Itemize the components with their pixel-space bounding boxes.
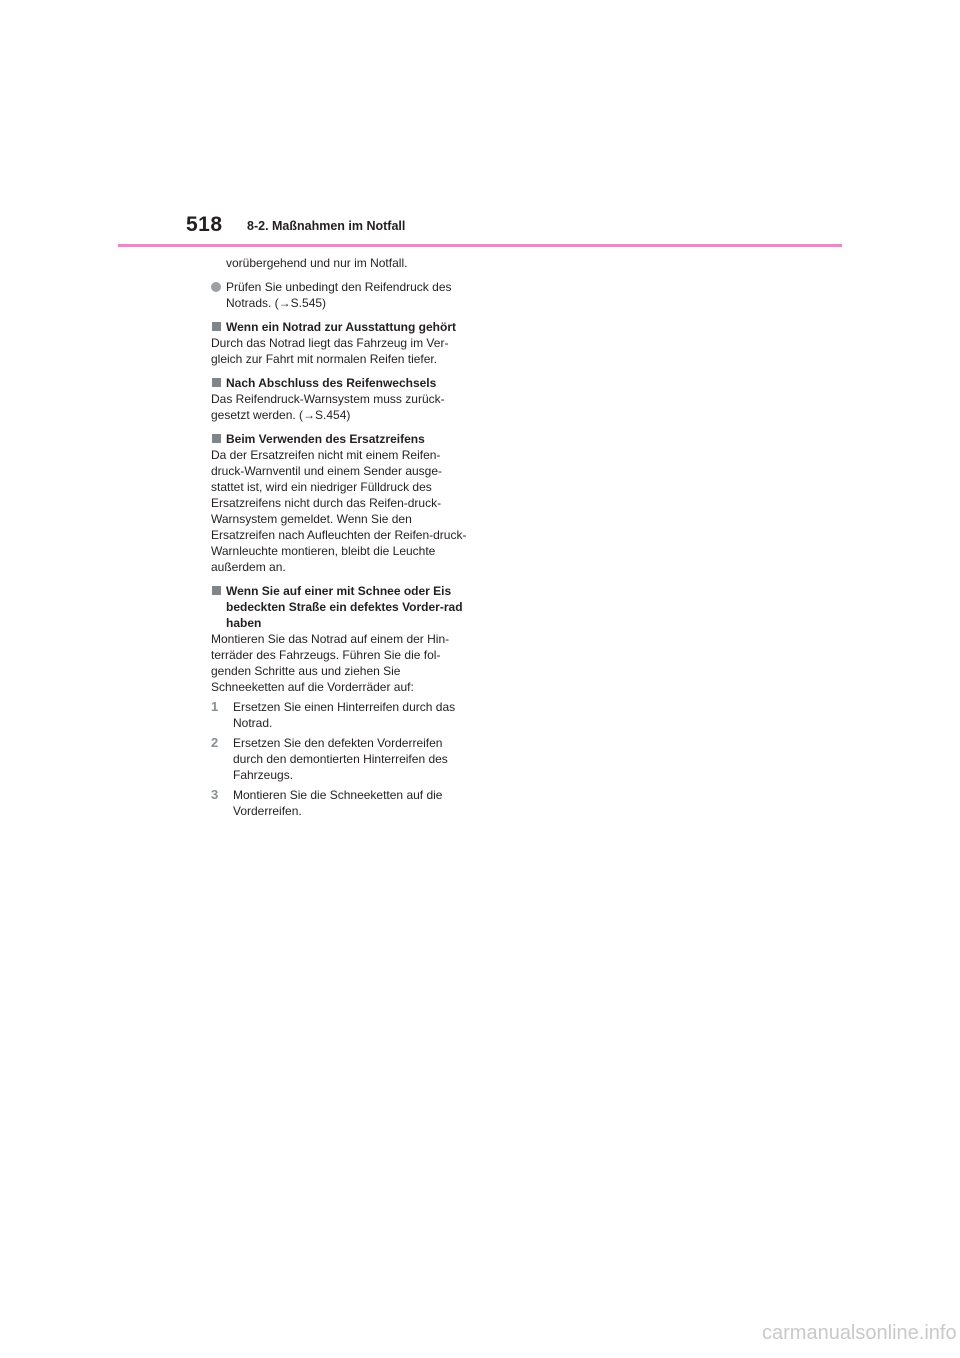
subsection-body: Da der Ersatzreifen nicht mit einem Reifen-druck-Warnventil und einem Sender ausge-stattet ist, wird ein niedriger Fülldruck des Ersatzreifens nicht durch das Reifen-druck-Warnsystem gemeldet. Wenn Sie den Ersatzreifen nach Aufleuchten der Reifen-druck-Warnleuchte montieren, bleibt die Leuchte außerdem an. xyxy=(211,448,467,574)
subsection-body: Montieren Sie das Notrad auf einem der Hin-terräder des Fahrzeugs. Führen Sie die fol-genden Schritte aus und ziehen Sie Schneeketten auf die Vorderräder auf: xyxy=(211,632,450,694)
square-bullet-icon xyxy=(212,586,221,595)
subsection-heading-text: Wenn ein Notrad zur Ausstattung gehört xyxy=(226,320,456,334)
subsection-heading-text: Beim Verwenden des Ersatzreifens xyxy=(226,432,425,446)
circle-bullet-icon xyxy=(211,282,221,292)
step-number: 3 xyxy=(211,787,219,802)
step-number: 1 xyxy=(211,699,219,714)
bullet-text: Prüfen Sie unbedingt den Reifendruck des Notrads. (→S.545) xyxy=(226,280,452,310)
subsection-heading xyxy=(211,375,469,391)
subsection-heading-text: Nach Abschluss des Reifenwechsels xyxy=(226,376,437,390)
square-bullet-icon xyxy=(212,322,221,331)
header-divider xyxy=(118,244,842,247)
page-number: 518 xyxy=(186,213,223,236)
subsection-heading xyxy=(211,319,469,335)
section-title: 8-2. Maßnahmen im Notfall xyxy=(247,219,406,233)
bullet-item xyxy=(211,279,469,311)
step-text: Montieren Sie die Schneeketten auf die Vorderreifen. xyxy=(233,788,443,818)
step-item xyxy=(211,699,469,731)
subsection-heading-text: Wenn Sie auf einer mit Schnee oder Eis bedeckten Straße ein defektes Vorder-rad haben xyxy=(226,584,463,630)
step-number: 2 xyxy=(211,735,219,750)
step-text: Ersetzen Sie den defekten Vorderreifen durch den demontierten Hinterreifen des Fahrzeugs. xyxy=(233,736,448,782)
square-bullet-icon xyxy=(212,378,221,387)
main-content xyxy=(211,255,469,823)
subsection-body: Das Reifendruck-Warnsystem muss zurück-gesetzt werden. (→S.454) xyxy=(211,392,445,422)
step-item xyxy=(211,787,469,819)
subsection-heading xyxy=(211,431,469,447)
subsection-heading xyxy=(211,583,469,631)
subsection-body: Durch das Notrad liegt das Fahrzeug im Ver-gleich zur Fahrt mit normalen Reifen tiefer. xyxy=(211,336,449,366)
step-text: Ersetzen Sie einen Hinterreifen durch das Notrad. xyxy=(233,700,456,730)
watermark: carmanualsonline.info xyxy=(762,1322,957,1344)
page-header xyxy=(0,0,960,250)
step-item xyxy=(211,735,469,783)
square-bullet-icon xyxy=(212,434,221,443)
continuation-text: vorübergehend und nur im Notfall. xyxy=(226,256,408,270)
